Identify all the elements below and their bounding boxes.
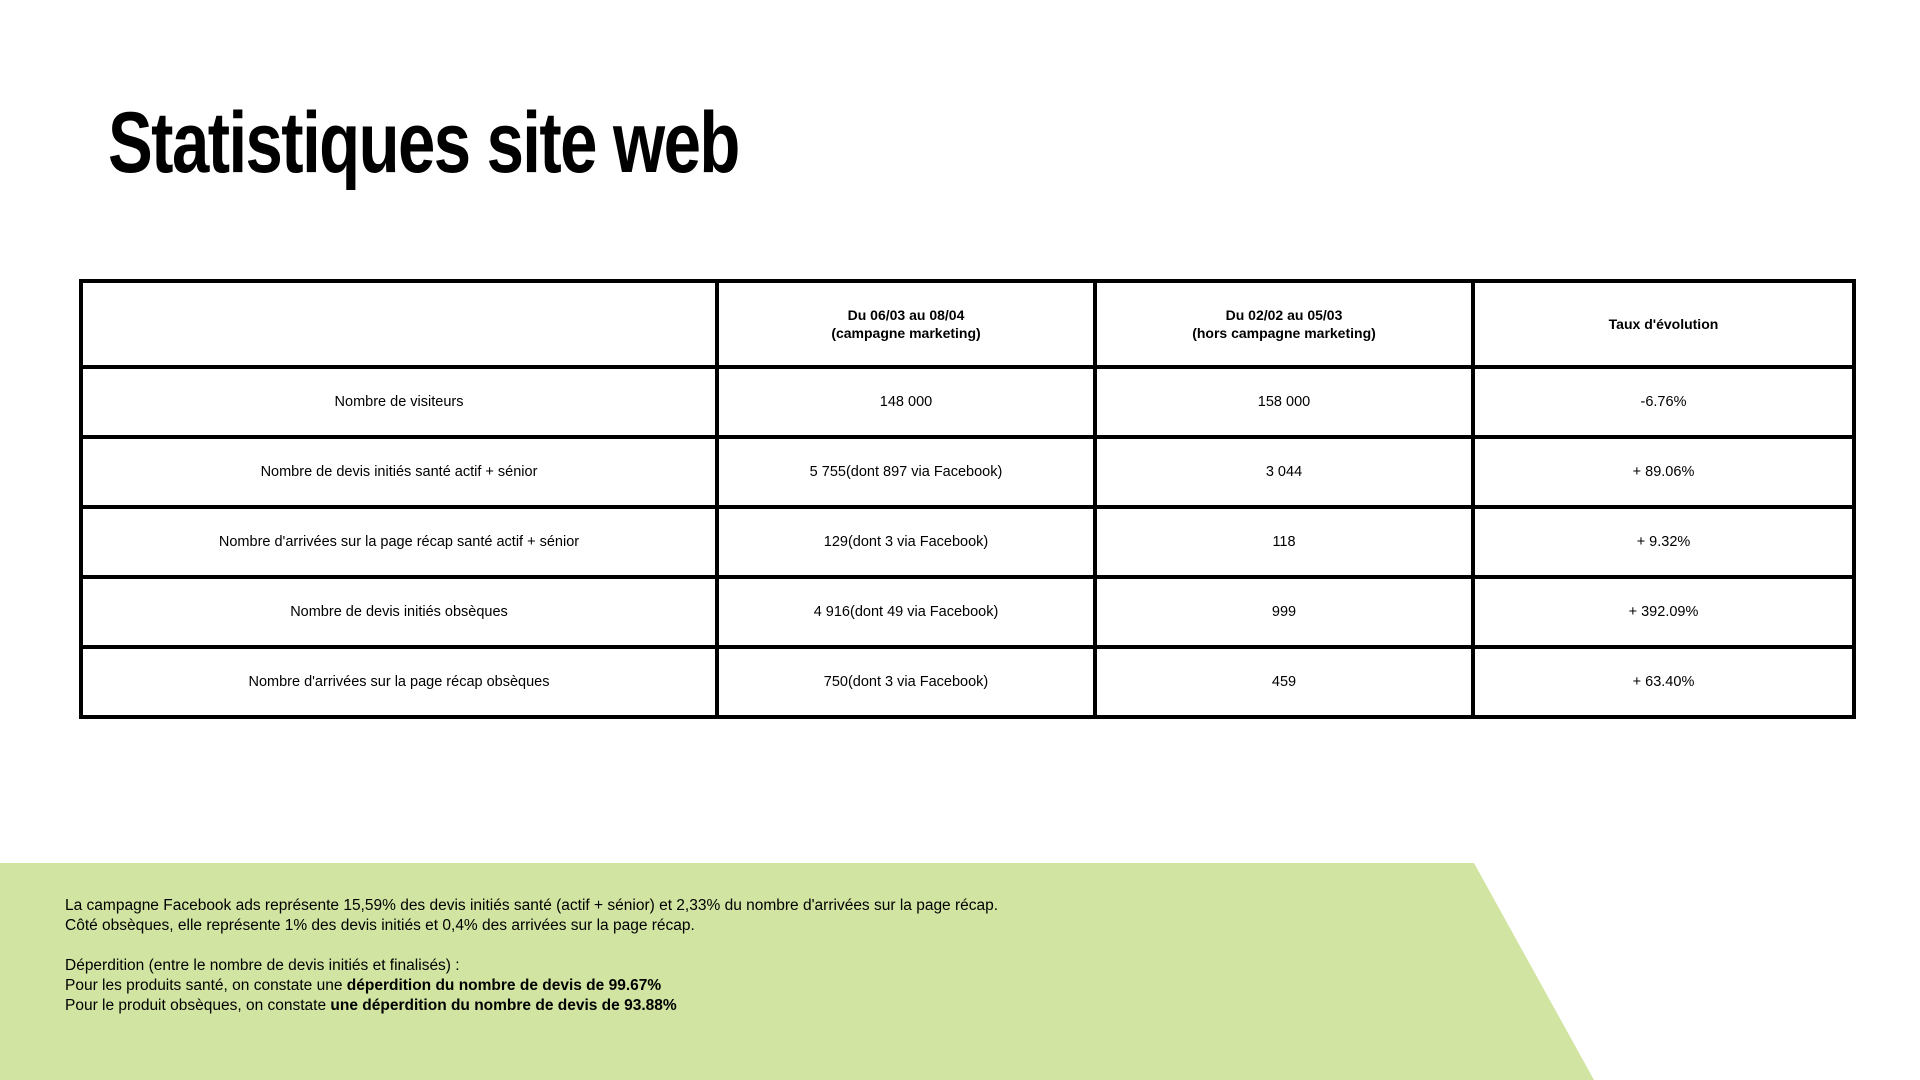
page-title: Statistiques site web bbox=[108, 95, 739, 191]
cell-no-campaign: 158 000 bbox=[1095, 367, 1473, 437]
cell-campaign: 148 000 bbox=[717, 367, 1095, 437]
cell-evolution: + 392.09% bbox=[1473, 577, 1854, 647]
header-cell-evolution bbox=[1473, 281, 1854, 367]
cell-campaign: 4 916(dont 49 via Facebook) bbox=[717, 577, 1095, 647]
row-label: Nombre d'arrivées sur la page récap obsèques bbox=[81, 647, 717, 717]
note-text: Pour les produits santé, on constate une bbox=[65, 977, 347, 994]
cell-no-campaign: 3 044 bbox=[1095, 437, 1473, 507]
note-spacer bbox=[65, 936, 998, 956]
table-row bbox=[81, 647, 1854, 717]
cell-no-campaign: 118 bbox=[1095, 507, 1473, 577]
header-line: Du 02/02 au 05/03 bbox=[1225, 307, 1343, 323]
table-row bbox=[81, 577, 1854, 647]
note-line: Déperdition (entre le nombre de devis initiés et finalisés) : bbox=[65, 957, 460, 974]
note-text: Pour le produit obsèques, on constate bbox=[65, 997, 331, 1014]
header-cell-empty bbox=[81, 281, 717, 367]
cell-evolution: + 9.32% bbox=[1473, 507, 1854, 577]
note-highlight: déperdition du nombre de devis de 99.67% bbox=[346, 977, 662, 994]
header-line: (hors campagne marketing) bbox=[1192, 325, 1376, 341]
cell-evolution: -6.76% bbox=[1473, 367, 1854, 437]
table-header-row bbox=[81, 281, 1854, 367]
cell-no-campaign: 459 bbox=[1095, 647, 1473, 717]
header-line: Du 06/03 au 08/04 bbox=[847, 307, 965, 323]
table-row bbox=[81, 507, 1854, 577]
header-cell-campaign-period bbox=[717, 281, 1095, 367]
note-line-sante bbox=[65, 976, 998, 996]
table-row bbox=[81, 367, 1854, 437]
note-highlight: une déperdition du nombre de devis de 93.88% bbox=[330, 997, 677, 1014]
header-line: (campagne marketing) bbox=[831, 325, 981, 341]
cell-campaign: 750(dont 3 via Facebook) bbox=[717, 647, 1095, 717]
cell-evolution: + 89.06% bbox=[1473, 437, 1854, 507]
cell-evolution: + 63.40% bbox=[1473, 647, 1854, 717]
header-cell-no-campaign-period bbox=[1095, 281, 1473, 367]
cell-no-campaign: 999 bbox=[1095, 577, 1473, 647]
cell-campaign: 5 755(dont 897 via Facebook) bbox=[717, 437, 1095, 507]
row-label: Nombre de devis initiés santé actif + sénior bbox=[81, 437, 717, 507]
row-label: Nombre de devis initiés obsèques bbox=[81, 577, 717, 647]
analysis-notes bbox=[65, 896, 998, 1016]
cell-campaign: 129(dont 3 via Facebook) bbox=[717, 507, 1095, 577]
statistics-table bbox=[79, 279, 1856, 719]
header-line: Taux d'évolution bbox=[1608, 316, 1719, 332]
note-line: La campagne Facebook ads représente 15,59% des devis initiés santé (actif + sénior) et 2,33% du nombre d'arrivées sur la page récap. bbox=[65, 897, 999, 914]
note-line-obseques bbox=[65, 996, 998, 1016]
note-line: Côté obsèques, elle représente 1% des devis initiés et 0,4% des arrivées sur la page récap. bbox=[65, 917, 695, 934]
table-row bbox=[81, 437, 1854, 507]
row-label: Nombre d'arrivées sur la page récap santé actif + sénior bbox=[81, 507, 717, 577]
row-label: Nombre de visiteurs bbox=[81, 367, 717, 437]
